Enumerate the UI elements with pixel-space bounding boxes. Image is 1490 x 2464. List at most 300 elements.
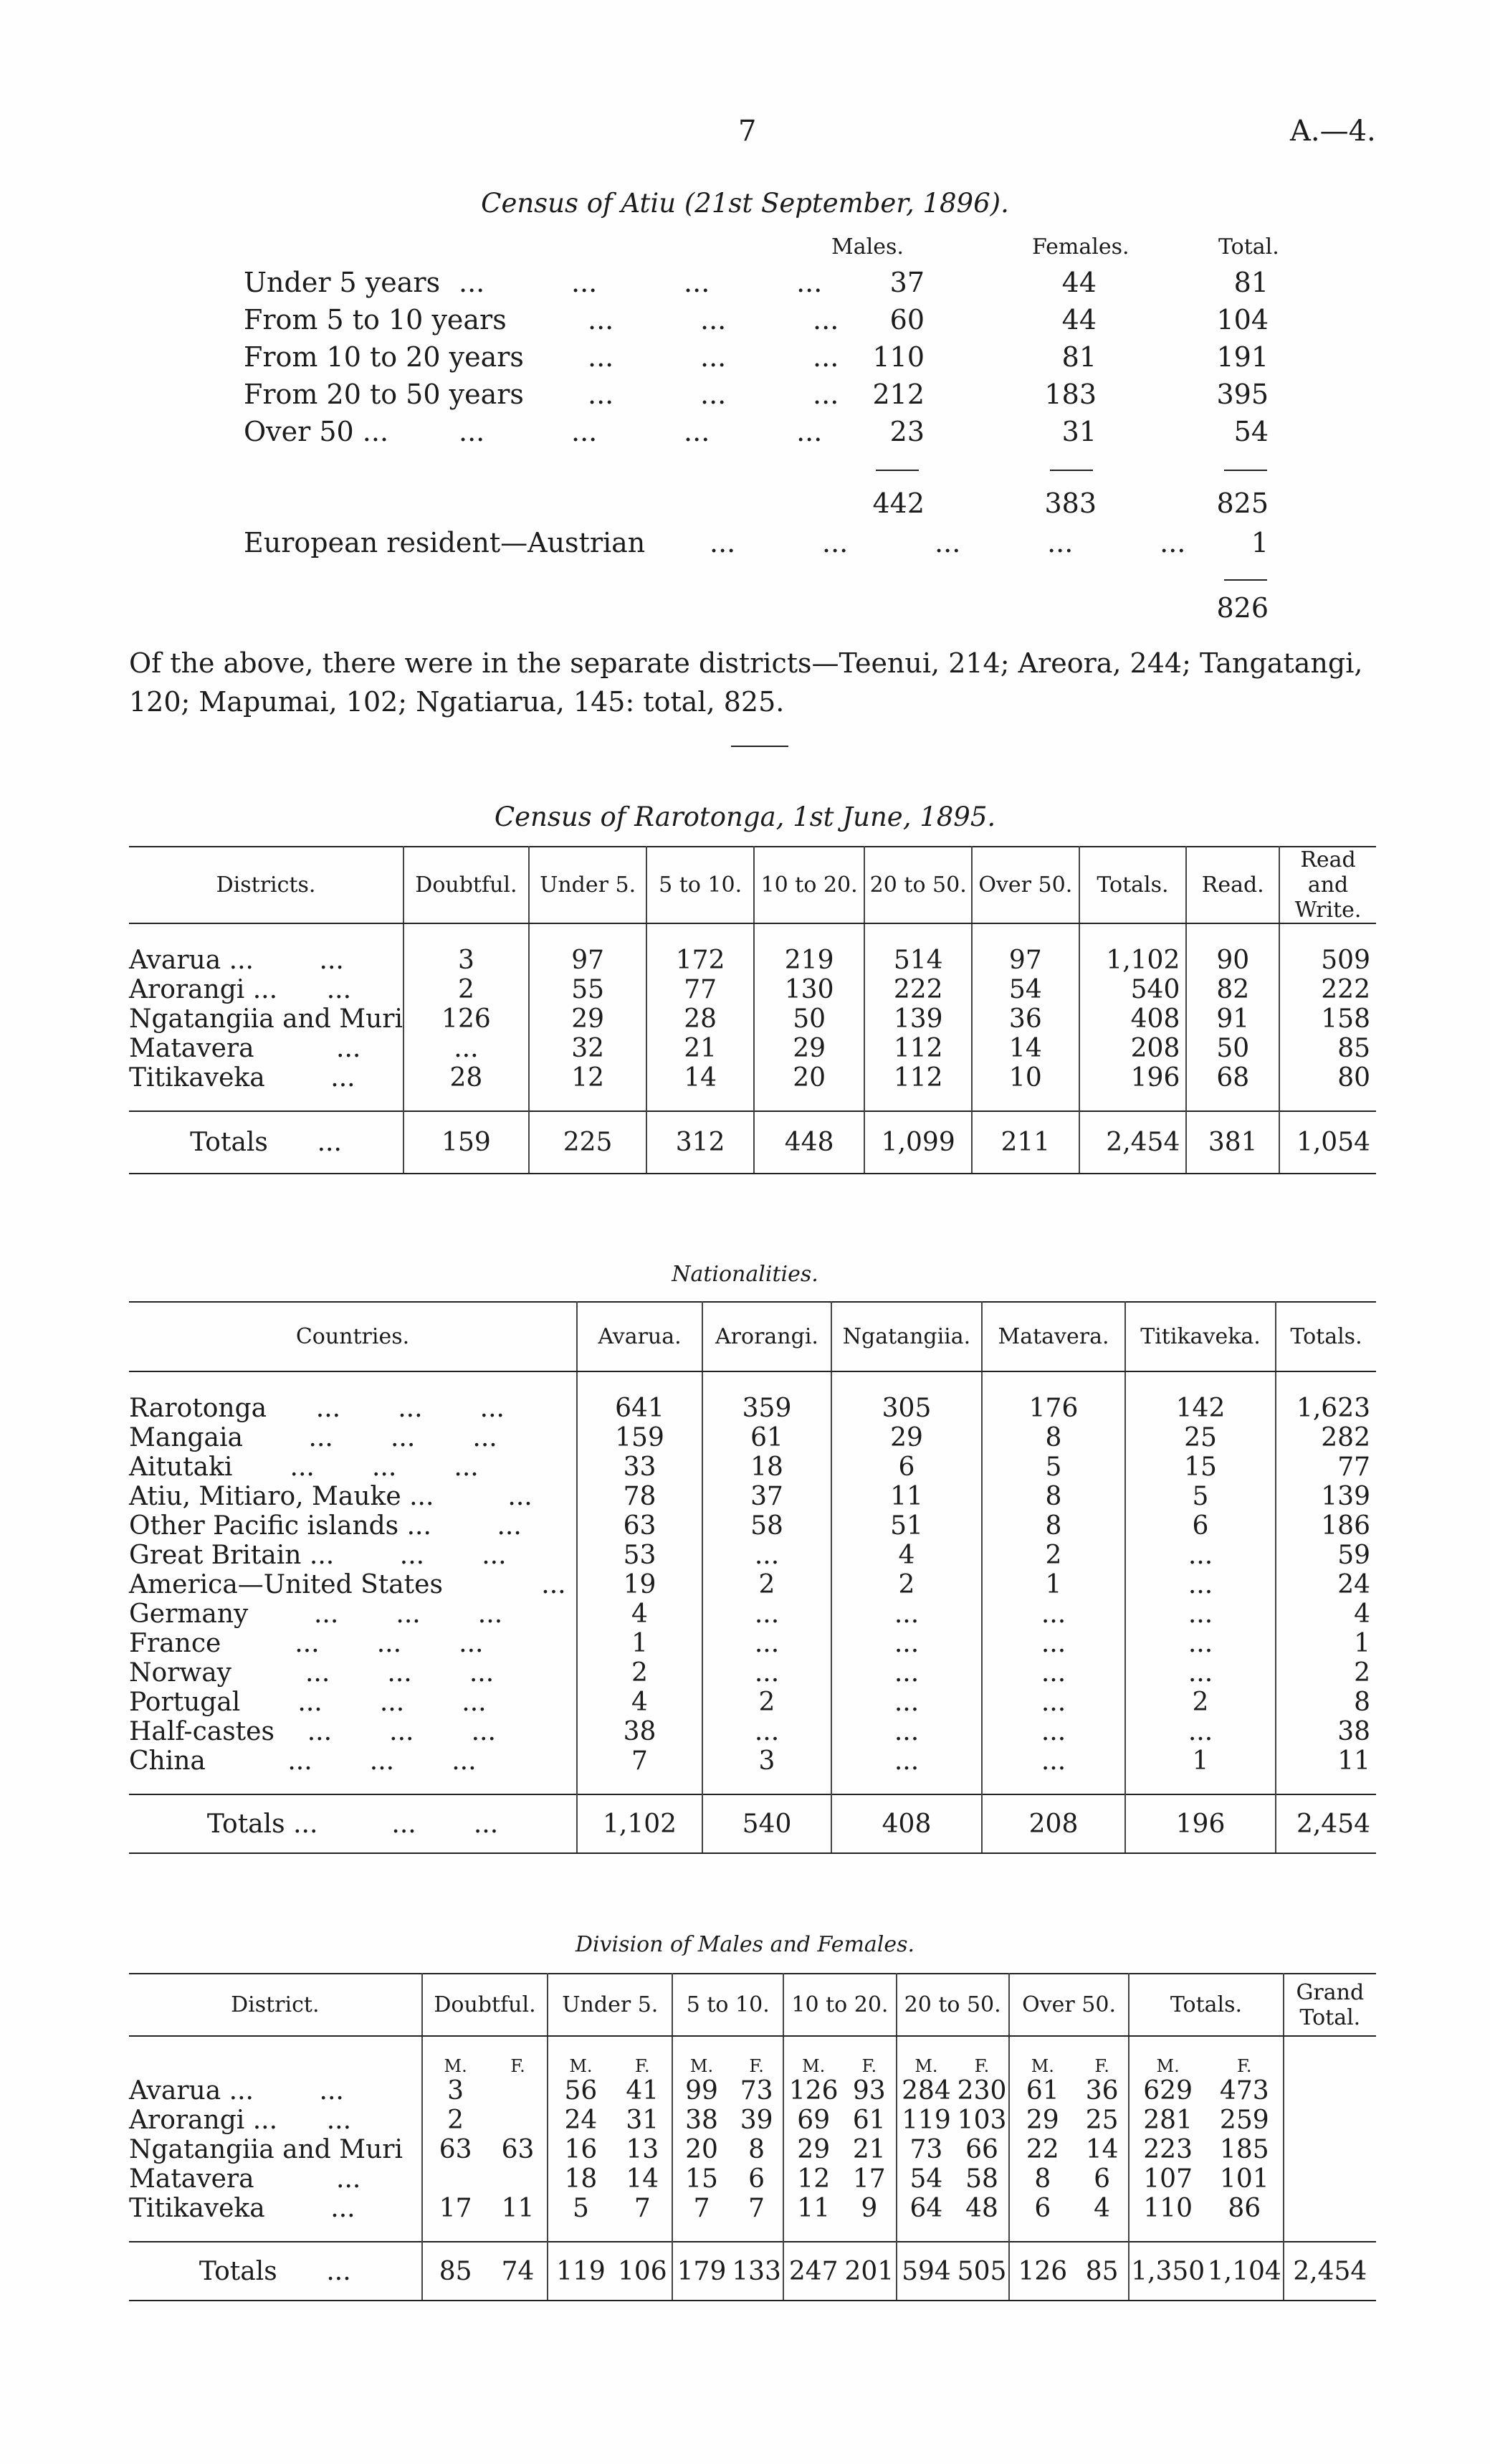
nationalities-row xyxy=(129,1629,1376,1658)
atiu-row-females: 44 xyxy=(1061,304,1097,336)
atiu-row-females: 81 xyxy=(1061,341,1097,373)
rarotonga-header-cell: Districts. xyxy=(129,847,403,923)
rarotonga-cell: 82 xyxy=(1186,975,1279,1004)
rarotonga-cell: Avarua ... ... xyxy=(129,946,403,975)
nationalities-row xyxy=(129,1570,1376,1599)
nationalities-spacer-cell xyxy=(577,1776,702,1794)
atiu-row-females: 44 xyxy=(1061,267,1097,298)
nationalities-totals-row xyxy=(129,1794,1376,1853)
rarotonga-row xyxy=(129,1004,1376,1034)
division-cell: 9 xyxy=(843,2194,896,2223)
division-cell: 103 xyxy=(955,2106,1008,2135)
rarotonga-row xyxy=(129,946,1376,975)
division-totals-cell: 594 xyxy=(897,2242,956,2301)
rarotonga-cell: 21 xyxy=(646,1034,754,1063)
division-spacer-cell xyxy=(1284,2223,1376,2242)
nationalities-caption: Nationalities. xyxy=(672,1262,818,1287)
division-cell: 18 xyxy=(564,2164,598,2194)
nationalities-row xyxy=(129,1717,1376,1746)
division-cell: 8 xyxy=(1034,2164,1051,2194)
rarotonga-cell: 509 xyxy=(1321,946,1370,975)
division-cell: 48 xyxy=(955,2194,1008,2223)
nationalities-spacer-cell xyxy=(702,1776,831,1794)
nationalities-spacer-cell xyxy=(577,1371,702,1394)
nationalities-cell: ... xyxy=(982,1688,1125,1717)
rarotonga-cell: 14 xyxy=(972,1034,1079,1063)
division-spacer-cell xyxy=(548,2223,613,2242)
nationalities-cell: 1 xyxy=(1354,1629,1370,1658)
division-cell: 56 xyxy=(564,2076,598,2106)
division-mf-row xyxy=(129,2036,1376,2076)
division-totals-cell: 119 xyxy=(548,2242,613,2301)
rarotonga-spacer-cell xyxy=(129,1093,403,1111)
rarotonga-header-cell: Read. xyxy=(1186,847,1279,923)
division-row xyxy=(129,2106,1376,2135)
rarotonga-cell: 20 xyxy=(754,1063,864,1093)
rarotonga-cell: 97 xyxy=(529,946,647,975)
division-spacer-cell xyxy=(1076,2223,1129,2242)
nationalities-cell: 4 xyxy=(577,1688,702,1717)
nationalities-row xyxy=(129,1482,1376,1511)
atiu-row-leader: ... ... ... xyxy=(588,379,839,410)
rarotonga-totals-cell: Totals ... xyxy=(129,1111,403,1174)
rarotonga-cell: 14 xyxy=(646,1063,754,1093)
nationalities-cell: 77 xyxy=(1337,1452,1370,1482)
division-cell: 38 xyxy=(685,2106,718,2135)
rarotonga-totals-cell: 1,054 xyxy=(1279,1111,1376,1174)
nationalities-cell: 139 xyxy=(1321,1482,1370,1511)
division-cell: 473 xyxy=(1206,2076,1284,2106)
division-cell: 284 xyxy=(902,2076,951,2106)
nationalities-row xyxy=(129,1541,1376,1570)
nationalities-row xyxy=(129,1394,1376,1423)
atiu-row-total: 54 xyxy=(1233,416,1269,447)
division-cell: 3 xyxy=(447,2076,464,2106)
rarotonga-cell: 130 xyxy=(754,975,864,1004)
nationalities-cell: Other Pacific islands ... ... xyxy=(129,1511,577,1541)
nationalities-cell: 6 xyxy=(831,1452,982,1482)
nationalities-cell: 15 xyxy=(1125,1452,1276,1482)
division-cell: 29 xyxy=(1026,2106,1059,2135)
nationalities-cell: 58 xyxy=(702,1511,831,1541)
rarotonga-cell: 85 xyxy=(1337,1034,1370,1063)
rarotonga-cell: 50 xyxy=(1186,1034,1279,1063)
rarotonga-cell: 172 xyxy=(646,946,754,975)
division-cell: 17 xyxy=(439,2194,472,2223)
rarotonga-cell: 91 xyxy=(1186,1004,1279,1034)
nationalities-spacer-cell xyxy=(1125,1371,1276,1394)
division-cell xyxy=(489,2164,548,2194)
rarotonga-spacer-cell xyxy=(403,1093,529,1111)
nationalities-cell: ... xyxy=(982,1658,1125,1688)
division-cell: 14 xyxy=(613,2164,672,2194)
nationalities-cell: 11 xyxy=(1337,1746,1370,1776)
nationalities-cell: ... xyxy=(1125,1541,1276,1570)
nationalities-cell: Mangaia ... ... ... xyxy=(129,1423,577,1452)
rarotonga-caption: Census of Rarotonga, 1st June, 1895. xyxy=(494,801,996,832)
nationalities-cell: 51 xyxy=(831,1511,982,1541)
atiu-col-females: Females. xyxy=(1032,234,1130,260)
rarotonga-spacer-cell xyxy=(972,923,1079,946)
rarotonga-spacer-cell xyxy=(1279,1093,1376,1111)
nationalities-cell: ... xyxy=(831,1717,982,1746)
division-cell: Arorangi ... ... xyxy=(129,2106,422,2135)
nationalities-row xyxy=(129,1511,1376,1541)
rarotonga-cell: 2 xyxy=(403,975,529,1004)
nationalities-totals-cell: 540 xyxy=(702,1794,831,1853)
division-cell: 31 xyxy=(613,2106,672,2135)
nationalities-cell: France ... ... ... xyxy=(129,1629,577,1658)
rarotonga-header-cell: 10 to 20. xyxy=(754,847,864,923)
nationalities-cell: ... xyxy=(702,1629,831,1658)
rarotonga-row xyxy=(129,1034,1376,1063)
rarotonga-totals-cell: 381 xyxy=(1186,1111,1279,1174)
division-cell: 4 xyxy=(1076,2194,1129,2223)
division-header-cell: 5 to 10. xyxy=(672,1974,783,2036)
nationalities-cell: ... xyxy=(1125,1658,1276,1688)
division-totals-cell: 106 xyxy=(613,2242,672,2301)
rarotonga-cell: 139 xyxy=(864,1004,972,1034)
rarotonga-spacer-cell xyxy=(864,923,972,946)
rarotonga-cell: 90 xyxy=(1186,946,1279,975)
atiu-col-total: Total. xyxy=(1218,234,1279,260)
atiu-row-label: From 5 to 10 years xyxy=(244,304,507,336)
division-cell: 99 xyxy=(685,2076,718,2106)
division-header-cell: Under 5. xyxy=(548,1974,672,2036)
nationalities-cell: 11 xyxy=(831,1482,982,1511)
division-cell: 259 xyxy=(1206,2106,1284,2135)
rarotonga-cell: Titikaveka ... xyxy=(129,1063,403,1093)
nationalities-totals-cell: 196 xyxy=(1125,1794,1276,1853)
rarotonga-totals-cell: 225 xyxy=(529,1111,647,1174)
rarotonga-cell: 36 xyxy=(972,1004,1079,1034)
nationalities-spacer-cell xyxy=(831,1371,982,1394)
nationalities-cell: 6 xyxy=(1125,1511,1276,1541)
nationalities-cell: 5 xyxy=(982,1452,1125,1482)
atiu-caption: Census of Atiu (21st September, 1896). xyxy=(481,188,1009,219)
rarotonga-spacer-cell xyxy=(529,1093,647,1111)
nationalities-cell: China ... ... ... xyxy=(129,1746,577,1776)
rarotonga-header-cell: Under 5. xyxy=(529,847,647,923)
rarotonga-spacer-row xyxy=(129,1093,1376,1111)
nationalities-cell: 186 xyxy=(1321,1511,1370,1541)
division-m-label: M. xyxy=(914,2056,938,2076)
rarotonga-spacer-cell xyxy=(864,1093,972,1111)
rarotonga-cell: 50 xyxy=(754,1004,864,1034)
division-header-cell: Doubtful. xyxy=(422,1974,548,2036)
nationalities-spacer-cell xyxy=(982,1371,1125,1394)
rarotonga-cell: 97 xyxy=(972,946,1079,975)
division-cell xyxy=(489,2076,548,2106)
division-totals-cell: 2,454 xyxy=(1284,2242,1376,2301)
rarotonga-spacer-cell xyxy=(646,923,754,946)
division-totals-cell: 247 xyxy=(783,2242,843,2301)
division-mf-cell xyxy=(1284,2036,1376,2076)
rarotonga-cell: 196 xyxy=(1079,1063,1187,1093)
rarotonga-spacer-cell xyxy=(972,1093,1079,1111)
nationalities-row xyxy=(129,1423,1376,1452)
nationalities-cell: 1 xyxy=(577,1629,702,1658)
nationalities-cell: ... xyxy=(1125,1717,1276,1746)
division-cell: 61 xyxy=(843,2106,896,2135)
rarotonga-cell: 158 xyxy=(1321,1004,1370,1034)
rarotonga-cell: 55 xyxy=(529,975,647,1004)
nationalities-spacer-cell xyxy=(982,1776,1125,1794)
rarotonga-spacer-cell xyxy=(754,923,864,946)
rarotonga-spacer-cell xyxy=(1186,923,1279,946)
rarotonga-header-cell: Totals. xyxy=(1079,847,1187,923)
rarotonga-cell: 68 xyxy=(1186,1063,1279,1093)
division-caption: Division of Males and Females. xyxy=(575,1932,915,1957)
division-cell: 7 xyxy=(730,2194,783,2223)
nationalities-cell: 18 xyxy=(702,1452,831,1482)
division-cell xyxy=(1284,2076,1376,2106)
rarotonga-header-cell: Read and Write. xyxy=(1279,847,1376,923)
division-cell: 24 xyxy=(564,2106,598,2135)
rarotonga-spacer-cell xyxy=(403,923,529,946)
nationalities-cell: America—United States ... xyxy=(129,1570,577,1599)
rarotonga-cell: 126 xyxy=(403,1004,529,1034)
nationalities-header-cell: Titikaveka. xyxy=(1125,1302,1276,1371)
rarotonga-cell: 12 xyxy=(529,1063,647,1093)
division-spacer-cell xyxy=(897,2223,956,2242)
division-totals-cell: 179 xyxy=(672,2242,730,2301)
division-cell: 61 xyxy=(1026,2076,1059,2106)
rarotonga-spacer-cell xyxy=(129,923,403,946)
rarotonga-cell: 1,102 xyxy=(1079,946,1187,975)
nationalities-spacer-cell xyxy=(1125,1776,1276,1794)
rarotonga-spacer-cell xyxy=(1079,923,1187,946)
nationalities-cell: 4 xyxy=(1354,1599,1370,1629)
division-spacer-cell xyxy=(843,2223,896,2242)
rarotonga-spacer-cell xyxy=(1079,1093,1187,1111)
division-totals-cell: 505 xyxy=(955,2242,1008,2301)
division-cell: 14 xyxy=(1076,2135,1129,2164)
nationalities-cell: 25 xyxy=(1125,1423,1276,1452)
nationalities-cell: ... xyxy=(1125,1629,1276,1658)
atiu-row-label: Over 50 ... xyxy=(244,416,389,447)
atiu-grand-total: 826 xyxy=(1216,592,1269,624)
rarotonga-spacer-cell xyxy=(529,923,647,946)
nationalities-cell: ... xyxy=(702,1658,831,1688)
rarotonga-cell: 222 xyxy=(864,975,972,1004)
division-totals-cell: 201 xyxy=(843,2242,896,2301)
nationalities-cell: 59 xyxy=(1337,1541,1370,1570)
nationalities-spacer-cell xyxy=(702,1371,831,1394)
atiu-european-leader: ... ... ... ... ... xyxy=(710,527,1186,558)
nationalities-spacer-cell xyxy=(1276,1371,1376,1394)
division-header-row xyxy=(129,1974,1376,2036)
division-spacer-cell xyxy=(422,2223,489,2242)
division-table xyxy=(129,1973,1376,2301)
rarotonga-table xyxy=(129,846,1376,1174)
division-f-label: F. xyxy=(1076,2036,1129,2076)
rarotonga-spacer-cell xyxy=(1186,1093,1279,1111)
nationalities-spacer-cell xyxy=(831,1776,982,1794)
nationalities-cell: 2 xyxy=(702,1570,831,1599)
division-cell: 119 xyxy=(902,2106,951,2135)
division-cell xyxy=(489,2106,548,2135)
nationalities-header-cell: Avarua. xyxy=(577,1302,702,1371)
division-spacer-cell xyxy=(672,2223,730,2242)
division-cell: 41 xyxy=(613,2076,672,2106)
nationalities-cell: 282 xyxy=(1321,1423,1370,1452)
atiu-row-label: Under 5 years xyxy=(244,267,441,298)
atiu-col-males: Males. xyxy=(831,234,904,260)
nationalities-cell: ... xyxy=(831,1658,982,1688)
division-header-cell: Totals. xyxy=(1129,1974,1283,2036)
division-cell: 185 xyxy=(1206,2135,1284,2164)
rarotonga-header-row xyxy=(129,847,1376,923)
rarotonga-cell: 10 xyxy=(972,1063,1079,1093)
rarotonga-cell: 29 xyxy=(529,1004,647,1034)
division-f-label: F. xyxy=(489,2036,548,2076)
nationalities-cell: 359 xyxy=(702,1394,831,1423)
nationalities-cell: 1 xyxy=(1125,1746,1276,1776)
division-cell: Titikaveka ... xyxy=(129,2194,422,2223)
nationalities-cell: 29 xyxy=(831,1423,982,1452)
division-cell: 7 xyxy=(693,2194,710,2223)
division-cell xyxy=(1284,2135,1376,2164)
nationalities-cell: ... xyxy=(702,1599,831,1629)
division-cell: 39 xyxy=(730,2106,783,2135)
division-row xyxy=(129,2164,1376,2194)
atiu-row-total: 191 xyxy=(1216,341,1269,373)
rarotonga-cell: Matavera ... xyxy=(129,1034,403,1063)
rarotonga-cell: 540 xyxy=(1079,975,1187,1004)
nationalities-spacer-cell xyxy=(129,1776,577,1794)
division-spacer-cell xyxy=(955,2223,1008,2242)
rarotonga-cell: 222 xyxy=(1321,975,1370,1004)
division-row xyxy=(129,2194,1376,2223)
rarotonga-row xyxy=(129,975,1376,1004)
nationalities-header-cell: Matavera. xyxy=(982,1302,1125,1371)
atiu-european-value: 1 xyxy=(1251,527,1269,558)
nationalities-header-cell: Totals. xyxy=(1276,1302,1376,1371)
division-m-label: M. xyxy=(444,2056,467,2076)
rarotonga-totals-cell: 1,099 xyxy=(864,1111,972,1174)
division-cell: 63 xyxy=(439,2135,472,2164)
division-cell: 29 xyxy=(797,2135,831,2164)
division-cell: 22 xyxy=(1026,2135,1059,2164)
rarotonga-totals-cell: 448 xyxy=(754,1111,864,1174)
atiu-row-males: 60 xyxy=(889,304,925,336)
nationalities-totals-cell: 1,102 xyxy=(577,1794,702,1853)
division-cell: 11 xyxy=(489,2194,548,2223)
rarotonga-cell: 408 xyxy=(1079,1004,1187,1034)
division-cell: 5 xyxy=(572,2194,589,2223)
nationalities-cell: Portugal ... ... ... xyxy=(129,1688,577,1717)
division-spacer-cell xyxy=(129,2223,422,2242)
rarotonga-cell: 219 xyxy=(754,946,864,975)
division-totals-cell: Totals ... xyxy=(129,2242,422,2301)
nationalities-cell: 38 xyxy=(1337,1717,1370,1746)
nationalities-cell: 7 xyxy=(577,1746,702,1776)
rarotonga-cell: 3 xyxy=(403,946,529,975)
division-row xyxy=(129,2135,1376,2164)
rarotonga-spacer-cell xyxy=(754,1093,864,1111)
rarotonga-totals-cell: 2,454 xyxy=(1079,1111,1187,1174)
nationalities-cell: ... xyxy=(1125,1570,1276,1599)
division-cell: 25 xyxy=(1076,2106,1129,2135)
nationalities-cell: ... xyxy=(831,1746,982,1776)
nationalities-table xyxy=(129,1301,1376,1854)
division-row xyxy=(129,2076,1376,2106)
division-spacer-cell xyxy=(783,2223,843,2242)
nationalities-cell: 2 xyxy=(702,1688,831,1717)
division-cell: 110 xyxy=(1143,2194,1193,2223)
division-cell: 54 xyxy=(909,2164,943,2194)
nationalities-row xyxy=(129,1746,1376,1776)
nationalities-cell: 5 xyxy=(1125,1482,1276,1511)
division-cell: 15 xyxy=(685,2164,718,2194)
atiu-row-leader: ... ... ... xyxy=(588,304,839,336)
division-spacer-cell xyxy=(730,2223,783,2242)
division-cell: Matavera ... xyxy=(129,2164,422,2194)
division-cell: 11 xyxy=(797,2194,831,2223)
division-m-label: M. xyxy=(1156,2056,1180,2076)
atiu-sum-females: 383 xyxy=(1044,487,1097,519)
division-cell: 2 xyxy=(447,2106,464,2135)
nationalities-cell: Rarotonga ... ... ... xyxy=(129,1394,577,1423)
atiu-rule xyxy=(1224,470,1267,471)
nationalities-cell: 33 xyxy=(577,1452,702,1482)
nationalities-cell: 2 xyxy=(577,1658,702,1688)
division-spacer-cell xyxy=(489,2223,548,2242)
nationalities-cell: 176 xyxy=(982,1394,1125,1423)
document-reference: A.—4. xyxy=(1290,115,1376,148)
nationalities-cell: 53 xyxy=(577,1541,702,1570)
nationalities-row xyxy=(129,1452,1376,1482)
division-header-cell: 10 to 20. xyxy=(783,1974,896,2036)
atiu-rule xyxy=(876,470,919,471)
division-cell: 69 xyxy=(797,2106,831,2135)
nationalities-header-row xyxy=(129,1302,1376,1371)
atiu-row-total: 395 xyxy=(1216,379,1269,410)
division-f-label: F. xyxy=(1206,2036,1284,2076)
division-mf-cell xyxy=(129,2036,422,2076)
division-cell: 86 xyxy=(1206,2194,1284,2223)
nationalities-cell: 142 xyxy=(1125,1394,1276,1423)
nationalities-cell: ... xyxy=(702,1541,831,1570)
atiu-sum-males: 442 xyxy=(872,487,925,519)
rarotonga-spacer-row xyxy=(129,923,1376,946)
division-cell: 16 xyxy=(564,2135,598,2164)
division-cell: 281 xyxy=(1143,2106,1193,2135)
nationalities-cell: 1,623 xyxy=(1296,1394,1370,1423)
division-m-label: M. xyxy=(802,2056,826,2076)
division-cell: 629 xyxy=(1143,2076,1193,2106)
division-f-label: F. xyxy=(955,2036,1008,2076)
nationalities-spacer-cell xyxy=(129,1371,577,1394)
nationalities-cell: 2 xyxy=(831,1570,982,1599)
rarotonga-header-cell: 20 to 50. xyxy=(864,847,972,923)
nationalities-row xyxy=(129,1599,1376,1629)
nationalities-cell: 2 xyxy=(1125,1688,1276,1717)
division-header-cell: 20 to 50. xyxy=(897,1974,1009,2036)
rarotonga-cell: 28 xyxy=(646,1004,754,1034)
atiu-row-males: 212 xyxy=(872,379,925,410)
rarotonga-totals-cell: 211 xyxy=(972,1111,1079,1174)
division-cell: 101 xyxy=(1206,2164,1284,2194)
nationalities-spacer-cell xyxy=(1276,1776,1376,1794)
division-cell: 6 xyxy=(1034,2194,1051,2223)
nationalities-cell: 19 xyxy=(577,1570,702,1599)
nationalities-cell: 8 xyxy=(982,1482,1125,1511)
nationalities-totals-cell: Totals ... ... ... xyxy=(129,1794,577,1853)
division-header-cell: District. xyxy=(129,1974,422,2036)
division-cell: 66 xyxy=(955,2135,1008,2164)
